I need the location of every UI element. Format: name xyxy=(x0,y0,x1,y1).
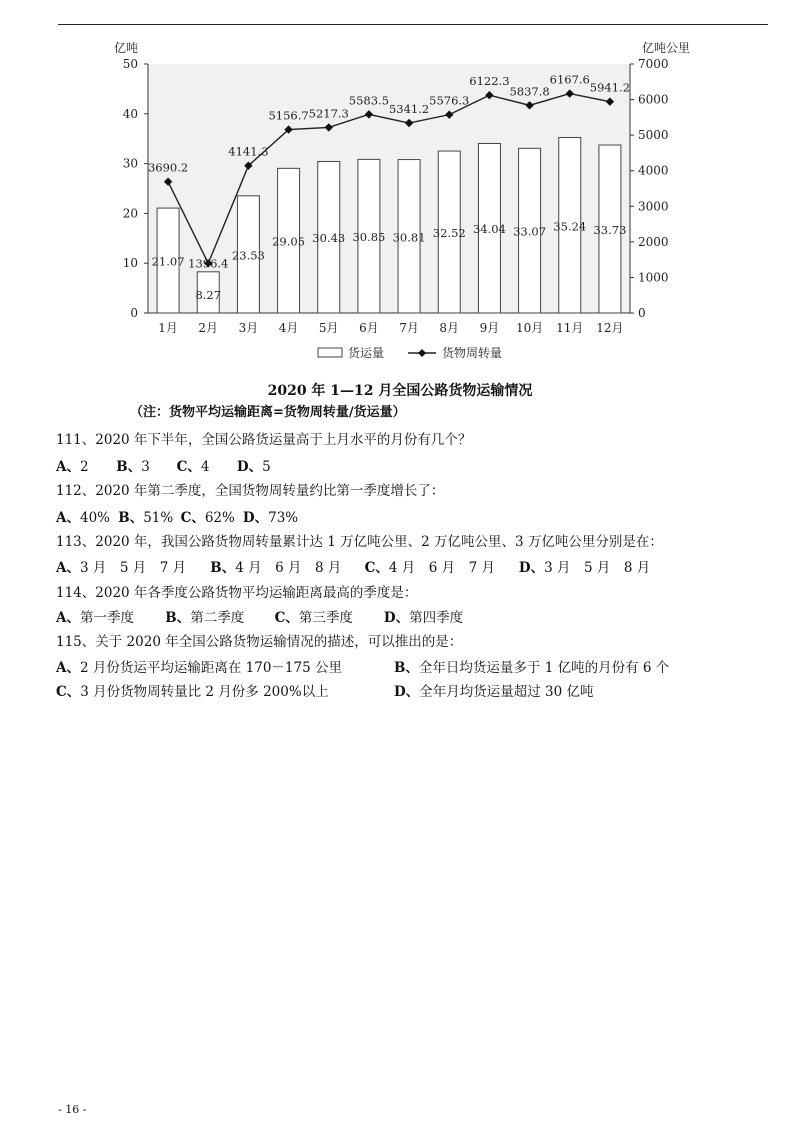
bar-value-label: 33.73 xyxy=(593,223,627,238)
option-letter: B、 xyxy=(116,459,142,475)
bar-value-label: 30.85 xyxy=(352,230,386,245)
bar-value-label: 23.53 xyxy=(231,248,265,263)
question-113-options xyxy=(56,556,650,576)
option-text: 3 月 5 月 7 月 xyxy=(79,560,187,576)
x-tick-label: 9月 xyxy=(479,321,500,335)
option-text: 62% xyxy=(204,510,235,526)
line-value-label: 3690.2 xyxy=(147,160,189,175)
option-letter: D、 xyxy=(518,560,545,576)
option-text: 第一季度 xyxy=(79,610,134,626)
option-letter: A、 xyxy=(56,560,80,576)
header-rule xyxy=(58,24,768,25)
line-value-label: 5941.2 xyxy=(589,80,631,95)
option-text: 4 月 6 月 8 月 xyxy=(235,560,342,576)
option-letter: C、 xyxy=(56,684,81,700)
option-letter: D、 xyxy=(242,510,269,526)
option-letter: A、 xyxy=(56,510,80,526)
x-tick-label: 4月 xyxy=(278,321,299,335)
legend-line-marker xyxy=(418,349,426,357)
line-value-label: 6122.3 xyxy=(469,74,510,89)
legend-line-label: 货物周转量 xyxy=(442,346,503,360)
bar-value-label: 8.27 xyxy=(195,288,222,302)
option-text: 2 月份货运平均运输距离在 170－175 公里 xyxy=(79,660,342,676)
chart-note: （注：货物平均运输距离=货物周转量/货运量） xyxy=(130,405,406,420)
x-tick-label: 12月 xyxy=(596,321,624,335)
left-tick-label: 20 xyxy=(122,206,138,221)
option-text: 3 月份货物周转量比 2 月份多 200%以上 xyxy=(80,684,329,700)
x-tick-label: 6月 xyxy=(359,321,379,335)
left-tick-label: 50 xyxy=(122,57,138,71)
question-111-stem: 111、2020 年下半年，全国公路货运量高于上月水平的月份有几个？ xyxy=(56,432,472,448)
option-text: 51% xyxy=(143,510,174,526)
question-115-option-c xyxy=(56,680,329,700)
right-tick-label: 5000 xyxy=(638,128,669,143)
option-text: 3 xyxy=(141,459,150,475)
question-115-option-a xyxy=(56,656,342,676)
question-115-option-d xyxy=(394,680,593,700)
option-text: 全年日均货运量多于 1 亿吨的月份有 6 个 xyxy=(418,660,670,676)
option-text: 3 月 5 月 8 月 xyxy=(544,560,651,576)
question-115-option-b xyxy=(394,656,669,676)
bar-value-label: 30.81 xyxy=(392,230,426,245)
x-tick-label: 8月 xyxy=(439,321,460,335)
bar-value-label: 21.07 xyxy=(151,254,185,269)
bar-value-label: 35.24 xyxy=(553,219,587,234)
option-letter: B、 xyxy=(118,510,144,526)
bar-value-label: 29.05 xyxy=(272,234,306,249)
option-letter: D、 xyxy=(383,610,410,626)
option-text: 2 xyxy=(79,459,89,475)
question-114-options xyxy=(56,606,463,626)
right-tick-label: 1000 xyxy=(638,270,669,285)
option-letter: A、 xyxy=(56,660,80,676)
option-letter: C、 xyxy=(274,610,299,626)
line-value-label: 5341.2 xyxy=(388,102,430,117)
right-tick-label: 2000 xyxy=(638,234,669,249)
x-tick-label: 1月 xyxy=(158,321,178,335)
question-111-options xyxy=(56,455,271,475)
question-112-options xyxy=(56,506,298,526)
left-tick-label: 30 xyxy=(122,156,138,171)
question-112-stem: 112、2020 年第二季度，全国货物周转量约比第一季度增长了： xyxy=(56,483,445,499)
right-tick-label: 4000 xyxy=(638,163,669,178)
chart-title: 2020 年 1—12 月全国公路货物运输情况 xyxy=(267,383,533,399)
right-tick-label: 3000 xyxy=(638,199,669,214)
question-113-stem: 113、2020 年，我国公路货物周转量累计达 1 万亿吨公里、2 万亿吨公里、3 万亿吨公里分别是在： xyxy=(56,534,663,550)
question-114-stem: 114、2020 年各季度公路货物平均运输距离最高的季度是： xyxy=(56,585,418,601)
freight-chart xyxy=(90,30,710,380)
bar-value-label: 32.52 xyxy=(432,226,466,241)
legend-bar-swatch xyxy=(318,348,342,357)
page-number: - 16 - xyxy=(58,1103,87,1116)
line-value-label: 6167.6 xyxy=(549,72,590,87)
x-tick-label: 2月 xyxy=(198,321,219,335)
option-letter: A、 xyxy=(56,459,80,475)
line-value-label: 5576.3 xyxy=(429,93,470,108)
option-text: 全年月均货运量超过 30 亿吨 xyxy=(419,684,594,700)
left-tick-label: 40 xyxy=(122,106,138,121)
line-value-label: 5583.5 xyxy=(348,93,390,108)
option-text: 第三季度 xyxy=(298,610,353,626)
x-tick-label: 10月 xyxy=(515,321,544,335)
option-letter: C、 xyxy=(180,510,205,526)
question-115-stem: 115、关于 2020 年全国公路货物运输情况的描述，可以推出的是： xyxy=(56,634,463,650)
left-axis-unit: 亿吨 xyxy=(113,41,138,55)
option-letter: B、 xyxy=(394,660,419,676)
option-text: 第二季度 xyxy=(190,610,245,626)
option-letter: D、 xyxy=(394,684,420,700)
option-text: 第四季度 xyxy=(409,610,464,626)
option-text: 4 月 6 月 7 月 xyxy=(388,560,495,576)
right-tick-label: 0 xyxy=(638,306,646,320)
option-letter: A、 xyxy=(56,610,80,626)
line-value-label: 5217.3 xyxy=(308,106,349,121)
legend-bar-label: 货运量 xyxy=(348,346,385,360)
x-tick-label: 11月 xyxy=(556,321,584,335)
option-text: 73% xyxy=(268,510,299,526)
option-text: 5 xyxy=(262,459,271,475)
line-value-label: 5156.7 xyxy=(268,108,309,123)
option-letter: C、 xyxy=(176,459,201,475)
option-text: 40% xyxy=(79,510,110,526)
right-tick-label: 7000 xyxy=(638,57,669,71)
x-tick-label: 5月 xyxy=(318,321,339,335)
x-tick-label: 3月 xyxy=(238,321,259,335)
line-value-label: 4141.3 xyxy=(228,144,269,159)
line-value-label: 5837.8 xyxy=(509,84,550,99)
bar-value-label: 30.43 xyxy=(312,231,346,246)
option-letter: D、 xyxy=(236,459,263,475)
right-tick-label: 6000 xyxy=(638,92,669,107)
left-tick-label: 10 xyxy=(122,256,138,271)
option-letter: B、 xyxy=(210,560,236,576)
option-letter: C、 xyxy=(364,560,389,576)
x-tick-label: 7月 xyxy=(399,321,419,335)
line-value-label: 1396.4 xyxy=(188,256,229,271)
option-letter: B、 xyxy=(165,610,191,626)
bar-value-label: 33.07 xyxy=(513,224,547,239)
option-text: 4 xyxy=(200,459,210,475)
right-axis-unit: 亿吨公里 xyxy=(641,41,691,55)
bar-value-label: 34.04 xyxy=(472,222,506,237)
left-tick-label: 0 xyxy=(130,306,138,320)
